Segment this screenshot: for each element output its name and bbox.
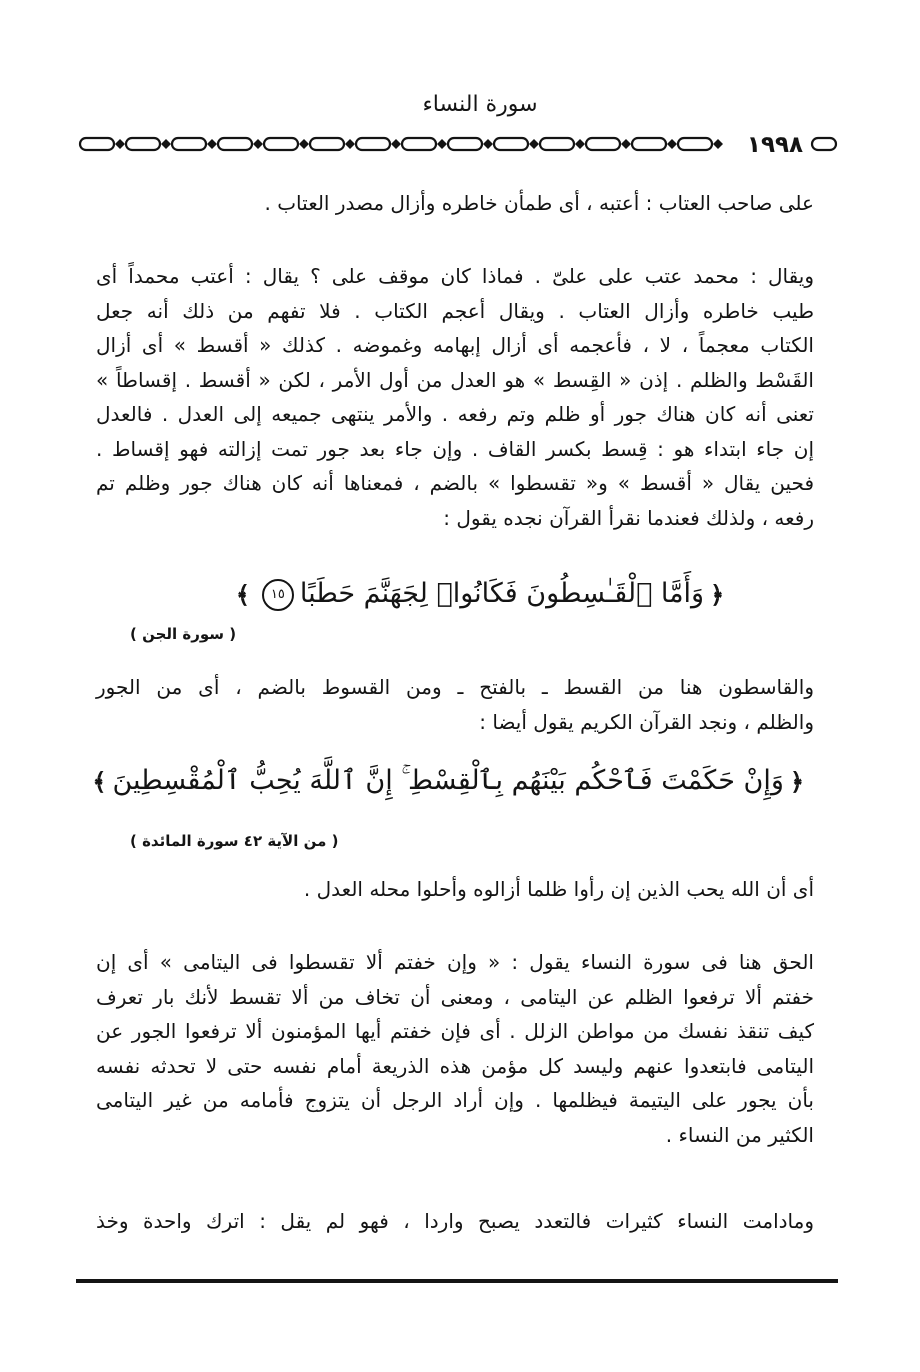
text-line: إن جاء ابتداء هو : قِسط بكسر القاف . وإن جاء بعد جور تمت إزالته فهو إقساط .	[96, 436, 814, 461]
text-line: رفعه ، ولذلك فعندما نقرأ القرآن نجده يقول :	[443, 505, 814, 530]
verse-open-bracket: ﴿	[789, 767, 804, 796]
paragraph-1	[96, 186, 814, 221]
chain-diamond	[529, 139, 539, 149]
chain-diamond	[437, 139, 447, 149]
text-line: على صاحب العتاب : أعتبه ، أى طمأن خاطره وأزال مصدر العتاب .	[264, 191, 814, 215]
paragraph-6	[96, 1204, 814, 1239]
verse-close-bracket: ﴾	[235, 580, 250, 609]
chain-link	[264, 138, 298, 150]
text-line: والظلم ، ونجد القرآن الكريم يقول أيضا :	[479, 709, 814, 734]
chain-link	[678, 138, 712, 150]
paragraph-3	[96, 670, 814, 739]
text-line: والقاسطون هنا من القسط ـ بالفتح ـ ومن القسوط بالضم ، أى من الجور	[96, 675, 814, 699]
chain-link	[172, 138, 206, 150]
verse-open-bracket: ﴿	[710, 580, 725, 609]
verse-text: وَأَمَّا ٱلْقَـٰسِطُونَ فَكَانُوا۟ لِجَهَنَّمَ حَطَبًا	[299, 578, 705, 609]
chain-link	[632, 138, 666, 150]
chain-diamond	[345, 139, 355, 149]
verse-citation: ( سورة الجن )	[130, 625, 237, 643]
chain-link	[402, 138, 436, 150]
text-line: اليتامى فابتعدوا عنهم وليسد كل مؤمن هذه الذريعة أمام نفسه حتى لا تحدثه نفسه	[96, 1053, 814, 1078]
surah-title: سورة النساء	[422, 92, 538, 117]
chain-diamond	[161, 139, 171, 149]
text-line: القَسْط والظلم . إذن « القِسط » هو العدل من أول الأمر ، لكن « أقسط . إقساطاً »	[96, 367, 814, 392]
chain-diamond	[483, 139, 493, 149]
paragraph-5	[96, 945, 814, 1152]
chain-link	[356, 138, 390, 150]
text-line: فحين يقال « أقسط » و« تقسطوا » بالضم ، فمعناها أنه كان هناك جور وظلم تم	[96, 471, 814, 495]
chain-diamond	[115, 139, 125, 149]
text-line: ويقال : محمد عتب على علىّ . فماذا كان موقف على ؟ يقال : أعتب محمداً أى	[96, 264, 814, 288]
footer-rule	[76, 1279, 838, 1283]
text-line: ومادامت النساء كثيرات فالتعدد يصبح واردا ، فهو لم يقل : اترك واحدة وخذ	[96, 1209, 814, 1233]
ayah-number-marker: ١٥	[262, 579, 294, 611]
paragraph-4	[96, 872, 814, 907]
text-line: أى أن الله يحب الذين إن رأوا ظلما أزالوه وأحلوا محله العدل .	[303, 877, 814, 901]
paragraph-2	[96, 259, 814, 535]
chain-diamond	[391, 139, 401, 149]
quran-verse-2	[92, 765, 810, 797]
chain-link	[448, 138, 482, 150]
ornamental-header-rule	[78, 128, 838, 160]
text-line: الكتاب معجماً ، لا ، فأعجمه أى أزال إبهامه وغموضه . كذلك « أقسط » أى أزال	[96, 333, 814, 357]
chain-link	[310, 138, 344, 150]
chain-link	[126, 138, 160, 150]
text-line: كيف تنقذ نفسك من مواطن الزلل . أى فإن خفتم أيها المؤمنون ألا ترفعوا الجور عن	[96, 1019, 814, 1043]
text-line: تعنى أنه كان هناك جور أو ظلم وتم رفعه . والأمر ينتهى جميعه إلى العدل . فالعدل	[96, 402, 814, 426]
chain-link	[540, 138, 574, 150]
verse-close-bracket: ﴾	[92, 767, 107, 796]
verse-text: وَإِنْ حَكَمْتَ فَٱحْكُم بَيْنَهُم بِٱلْقِسْطِ ۚ إِنَّ ٱللَّهَ يُحِبُّ ٱلْمُقْسِطِينَ	[112, 765, 784, 796]
text-line: الكثير من النساء .	[665, 1122, 814, 1147]
chain-diamond	[713, 139, 723, 149]
chain-link	[494, 138, 528, 150]
text-line: بأن يجور على اليتيمة فيظلمها . وإن أراد الرجل أن يتزوج فأمامه من غير اليتامى	[96, 1088, 814, 1112]
page-number: ١٩٩٨	[742, 132, 808, 158]
chain-diamond	[575, 139, 585, 149]
chain-link	[812, 138, 836, 150]
chain-diamond	[299, 139, 309, 149]
chain-link	[80, 138, 114, 150]
verse-citation: ( من الآية ٤٢ سورة المائدة )	[130, 832, 339, 850]
text-line: خفتم ألا ترفعوا الظلم عن اليتامى ، ومعنى أن تخاف من ألا تقسط لأنك بار تعرف	[96, 984, 814, 1009]
chain-diamond	[207, 139, 217, 149]
text-line: طيب خاطره وأزال العتاب . ويقال أعجم الكتاب . فلا تفهم من ذلك أنه جعل	[96, 298, 814, 323]
quran-verse-1	[150, 578, 810, 611]
chain-diamond	[253, 139, 263, 149]
chain-link	[586, 138, 620, 150]
chain-diamond	[667, 139, 677, 149]
text-line: الحق هنا فى سورة النساء يقول : « وإن خفتم ألا تقسطوا فى اليتامى » أى إن	[96, 950, 814, 974]
chain-link	[218, 138, 252, 150]
chain-diamond	[621, 139, 631, 149]
